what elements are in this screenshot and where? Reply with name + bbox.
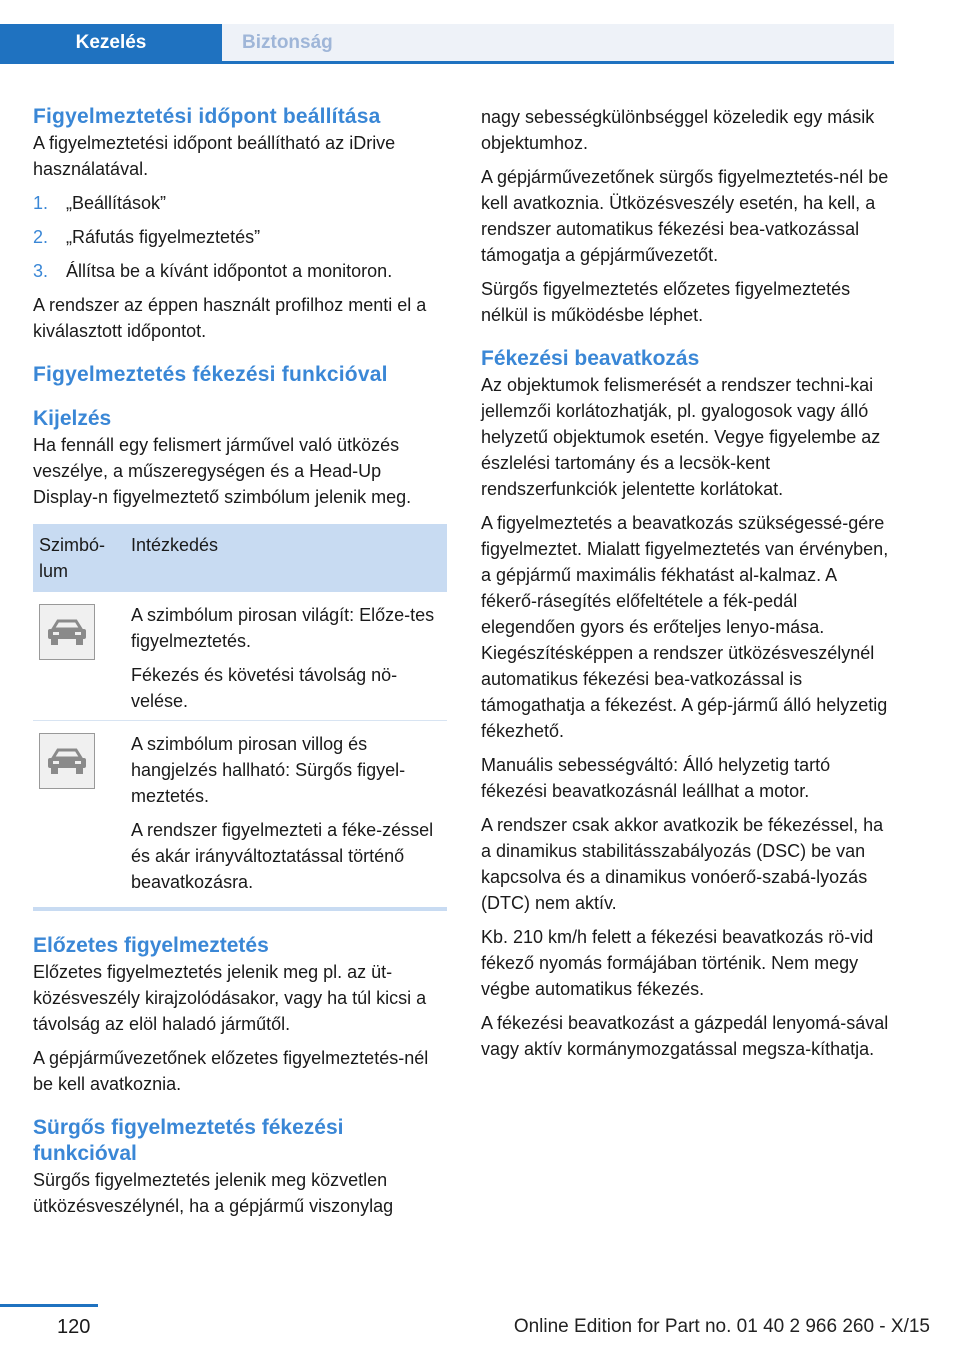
- paragraph-brake-6: A fékezési beavatkozást a gázpedál lenyomá-sával vagy aktív kormánymozgatással megsza-kíthatja.: [481, 1013, 889, 1059]
- heading-braking-function: Figyelmeztetés fékezési funkcióval: [33, 363, 388, 386]
- tab-kezeles[interactable]: Kezelés: [0, 24, 222, 61]
- paragraph-profile: A rendszer az éppen használt profilhoz menti el a kiválasztott időpontot.: [33, 295, 427, 341]
- table-cell-text: A szimbólum pirosan világít: Előze-tes figyelmeztetés.: [131, 605, 435, 651]
- list-item: [33, 258, 449, 284]
- header-tabbar: [0, 0, 960, 64]
- tab-biztonsag[interactable]: [222, 24, 894, 61]
- table-cell-symbol: [33, 592, 125, 721]
- paragraph-urgent-warning: Sürgős figyelmeztetés jelenik meg közvetlen ütközésveszélynél, ha a gépjármű viszonylag: [33, 1170, 394, 1216]
- table-cell-action: [125, 721, 447, 910]
- table-cell-text: A szimbólum pirosan villog és hangjelzés hallható: Sürgős figyel-meztetés.: [131, 734, 406, 806]
- paragraph-pre-warning-2: A gépjárművezetőnek előzetes figyelmeztetés-nél be kell avatkoznia.: [33, 1048, 429, 1094]
- heading-display: Kijelzés: [33, 407, 112, 430]
- table-cell-symbol: [33, 721, 125, 910]
- table-header-row: [33, 524, 447, 592]
- edition-text: Online Edition for Part no. 01 40 2 966 260 - X/15: [513, 1316, 930, 1337]
- paragraph-brake-4: A rendszer csak akkor avatkozik be fékezéssel, ha a dinamikus stabilitásszabályozás (DSC) be van kapcsolva és a dinamikus vonóerő-szabá-lyozás (DTC) nem aktív.: [481, 815, 884, 913]
- heading-setting: Figyelmeztetési időpont beállítása: [33, 105, 381, 128]
- car-warning-icon: [39, 604, 95, 660]
- table-header-action: Intézkedés: [131, 535, 219, 555]
- paragraph-no-pre-warning: Sürgős figyelmeztetés előzetes figyelmeztetés nélkül is működésbe léphet.: [481, 279, 851, 325]
- paragraph-display: Ha fennáll egy felismert járművel való ütközés veszélye, a műszeregységen és a Head-Up Display-n figyelmeztető szimbólum jelenik meg.: [33, 435, 412, 507]
- steps-list: [33, 190, 449, 284]
- left-column: [33, 104, 449, 1219]
- heading-urgent-warning: Sürgős figyelmeztetés fékezési funkcióval: [33, 1116, 344, 1165]
- car-warning-icon: [39, 733, 95, 789]
- paragraph-brake-3: Manuális sebességváltó: Álló helyzetig tartó fékezési beavatkozásnál leállhat a motor.: [481, 755, 831, 801]
- step-text: „Ráfutás figyelmeztetés”: [66, 227, 261, 247]
- step-text: „Beállítások”: [66, 193, 167, 213]
- table-cell-action: [125, 592, 447, 721]
- right-column: [481, 104, 896, 1062]
- paragraph-driver-intervention: A gépjárművezetőnek sürgős figyelmeztetés-nél be kell avatkoznia. Ütközésveszély esetén, ha kell, a rendszer automatikus fékezési bea-vatkozással támogatja a gépjárművezetőt.: [481, 167, 889, 265]
- step-text: Állítsa be a kívánt időpontot a monitoron.: [66, 261, 393, 281]
- step-number: 3.: [33, 261, 49, 281]
- table-header-symbol: Szimbó-lum: [39, 535, 106, 581]
- page-number: 120: [57, 1316, 91, 1338]
- heading-pre-warning: Előzetes figyelmeztetés: [33, 934, 269, 957]
- list-item: [33, 190, 449, 216]
- header-divider: [0, 61, 894, 64]
- heading-braking-intervention: Fékezési beavatkozás: [481, 347, 700, 370]
- step-number: 2.: [33, 227, 49, 247]
- table-row: [33, 592, 447, 721]
- paragraph-brake-5: Kb. 210 km/h felett a fékezési beavatkozás rö-vid fékező nyomás formájában történik. Nem megy végbe automatikus fékezés.: [481, 927, 874, 999]
- table-cell-text: Fékezés és követési távolság nö-velése.: [131, 665, 398, 711]
- paragraph-continued: nagy sebességkülönbséggel közeledik egy másik objektumhoz.: [481, 107, 875, 153]
- list-item: [33, 224, 449, 250]
- tab-biztonsag-label: Biztonság: [242, 32, 333, 53]
- footer-divider: [0, 1304, 98, 1307]
- paragraph-brake-2: A figyelmeztetés a beavatkozás szükségessé-gére figyelmeztet. Mialatt figyelmeztetés van érvényben, a gépjármű maximális fékhatást al-kalmaz. A fékerő-rásegítés előfeltétele a fék-pedál elegendően gyors és erőteljes lenyo-mása. Kiegészítésképpen a rendszer ütközésveszélynél automatikus fékezési bea-vatkozással is támogathatja a fékezést. A gép-jármű álló helyzetig fékezhető.: [481, 513, 889, 741]
- step-number: 1.: [33, 193, 49, 213]
- paragraph-pre-warning-1: Előzetes figyelmeztetés jelenik meg pl. az üt-közésveszély kirajzolódásakor, vagy ha túl kicsi a távolság az elöl haladó járműtől.: [33, 962, 427, 1034]
- table-row: [33, 721, 447, 910]
- paragraph-brake-1: Az objektumok felismerését a rendszer techni-kai jellemzői korlátozhatják, pl. gyalogosok vagy álló helyzetű objektumok esetén. Vegye figyelembe az észlelési tartomány és a lecsök-kent rendszerfunkciók jelentette korlátokat.: [481, 375, 881, 499]
- symbol-table: [33, 524, 447, 911]
- paragraph-setting: A figyelmeztetési időpont beállítható az iDrive használatával.: [33, 133, 396, 179]
- table-cell-text: A rendszer figyelmezteti a féke-zéssel és akár irányváltoztatással történő beavatkozásra.: [131, 820, 434, 892]
